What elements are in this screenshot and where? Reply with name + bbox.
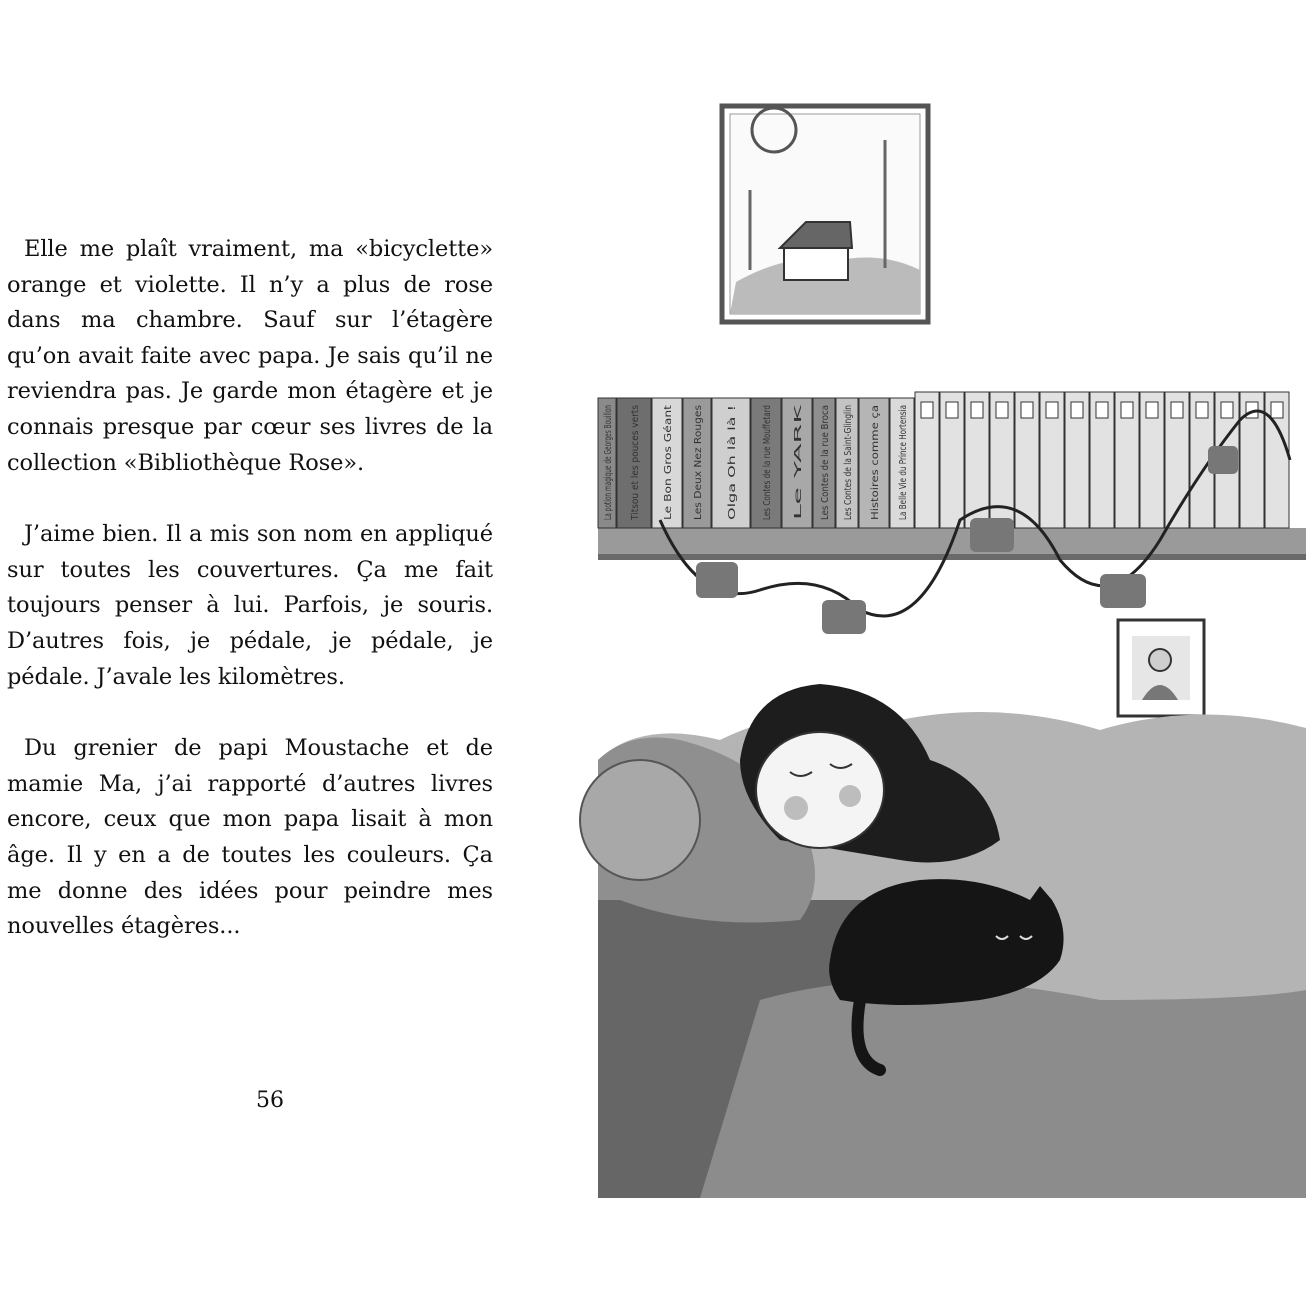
spine-label — [971, 402, 983, 418]
pillow-icon — [580, 760, 700, 880]
spine-label — [1096, 402, 1108, 418]
lantern-icon — [1100, 574, 1146, 608]
book-row — [598, 322, 1289, 528]
spine-label — [921, 402, 933, 418]
spine-label — [946, 402, 958, 418]
book-title: Le YARK — [793, 479, 804, 520]
spine-label — [1071, 402, 1083, 418]
book-title: Histoires comme ça — [870, 421, 881, 520]
spine-label — [1171, 402, 1183, 418]
framed-house-picture — [722, 106, 928, 322]
book-title: La Belle Vie du Prince Hortensia — [898, 360, 909, 520]
lantern-icon — [822, 600, 866, 634]
spine-label — [1221, 402, 1233, 418]
book-title: La potion magique de Georges Bouillon — [603, 322, 614, 520]
lantern-icon — [1208, 446, 1238, 474]
book-title: Les Contes de la rue Mouffetard — [762, 360, 773, 520]
spine-label — [1046, 402, 1058, 418]
spine-label — [1146, 402, 1158, 418]
spine-label — [1196, 402, 1208, 418]
lantern-icon — [696, 562, 738, 598]
spine-label — [1121, 402, 1133, 418]
book-title: Les Contes de la rue Broca — [820, 386, 831, 520]
book-title: Le Bon Gros Géant — [663, 426, 674, 520]
book-title: Les Contes de la Saint-Glinglin — [843, 367, 854, 520]
paragraph-1: Elle me plaît vraiment, ma «bicyclette» orange et violette. Il n’y a plus de rose dans ma chambre. Sauf sur l’étagère qu’on avait faite avec papa. Je sais qu’il ne reviendra pas. Je garde mon étagère et je connais presque par cœur ses livres de la collection «Bibliothèque Rose». — [7, 236, 493, 476]
lantern-icon — [970, 518, 1014, 552]
book-title: Titsou et les pouces verts — [630, 391, 641, 520]
portrait-frame — [1118, 620, 1204, 716]
paragraph-3: Du grenier de papi Moustache et de mamie Ma, j’ai rapporté d’autres livres encore, ceux que mon papa lisait à mon âge. Il y en a de toutes les couleurs. Ça me donne des idées pour peindre mes nouvelles étagères... — [7, 735, 493, 940]
page-number: 56 — [256, 1088, 284, 1113]
spine-label — [1021, 402, 1033, 418]
spine-label — [1271, 402, 1283, 418]
book-title: Les Deux Nez Rouges — [693, 412, 704, 520]
paragraph-2: J’aime bien. Il a mis son nom en appliqué sur toutes les couvertures. Ça me fait toujours penser à lui. Parfois, je souris. D’autres fois, je pédale, je pédale, je pédale. J’avale les kilomètres. — [7, 521, 493, 690]
book-title: Olga Oh là là ! — [727, 448, 738, 520]
spine-label — [996, 402, 1008, 418]
